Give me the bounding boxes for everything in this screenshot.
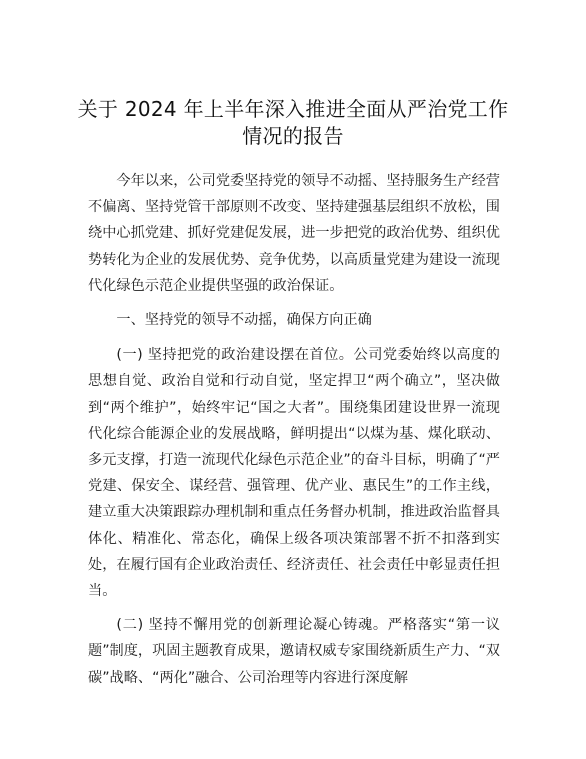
document-title bbox=[60, 96, 526, 150]
title-line-2: 情况的报告 bbox=[242, 124, 344, 148]
section-heading: 一、坚持党的领导不动摇，确保方向正确 bbox=[116, 312, 372, 329]
subsection-paragraph-2: (二) 坚持不懈用党的创新理论凝心铸魂。严格落实“第一议题”制度，巩固主题教育成果，邀请权威专家围绕新质生产力、“双碳”战略、“两化”融合、公司治理等内容进行深度解 bbox=[88, 617, 500, 686]
intro-paragraph: 今年以来，公司党委坚持党的领导不动摇、坚持服务生产经营不偏离、坚持党管干部原则不改变、坚持建强基层组织不放松，围绕中心抓党建、抓好党建促发展，进一步把党的政治优势、组织优势转化为企业的发展优势、竞争优势，以高质量党建为建设一流现代化绿色示范企业提供坚强的政治保证。 bbox=[88, 173, 500, 294]
document-body bbox=[88, 168, 500, 691]
subsection-paragraph-1: (一) 坚持把党的政治建设摆在首位。公司党委始终以高度的思想自觉、政治自觉和行动自觉，坚定捍卫“两个确立”，坚决做到“两个维护”，始终牢记“国之大者”。围绕集团建设世界一流现代化综合能源企业的发展战略，鲜明提出“以煤为基、煤化联动、多元支撑，打造一流现代化绿色示范企业”的奋斗目标，明确了“严党建、保安全、谋经营、强管理、优产业、惠民生”的工作主线，建立重大决策跟踪办理机制和重点任务督办机制，推进政治监督具体化、精准化、常态化，确保上级各项决策部署不折不扣落到实处，在履行国有企业政治责任、经济责任、社会责任中彰显责任担当。 bbox=[88, 347, 500, 600]
title-line-1: 关于 2024 年上半年深入推进全面从严治党工作 bbox=[77, 97, 509, 121]
